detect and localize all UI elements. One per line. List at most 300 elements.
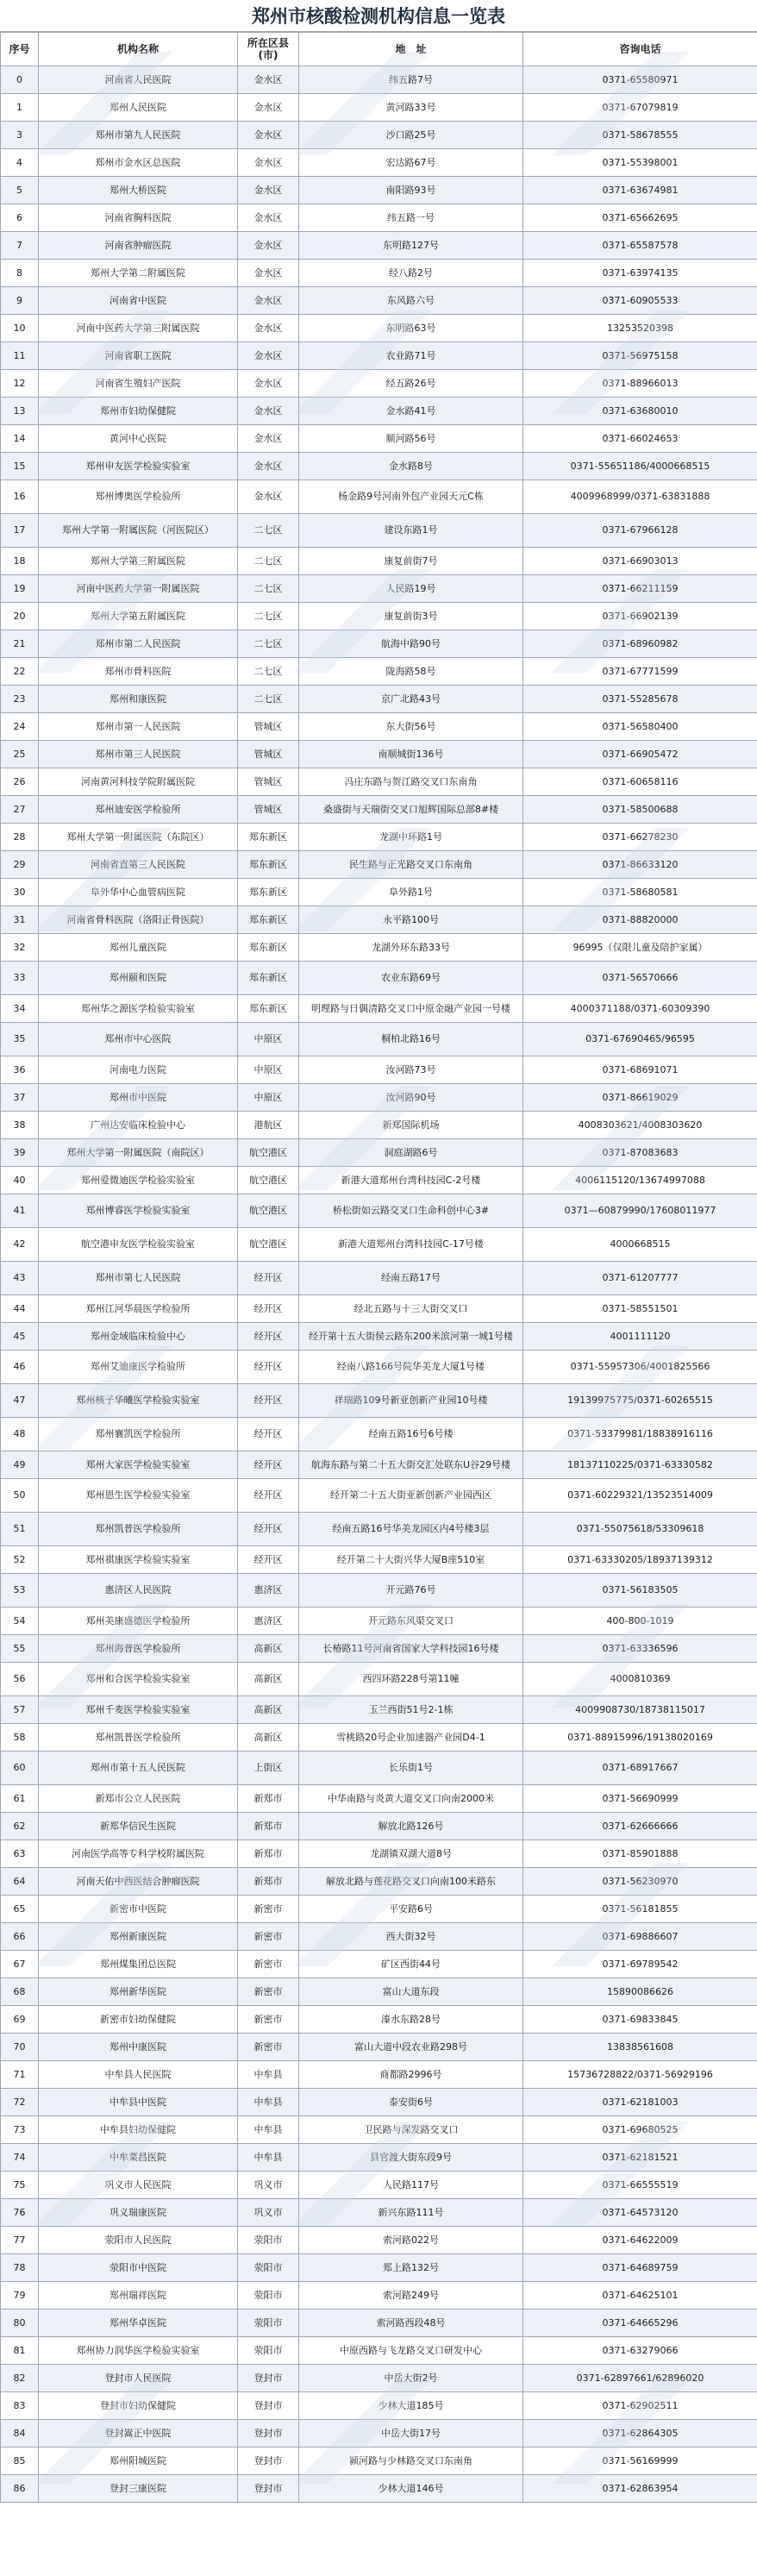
cell-name: 郑州艾迪康医学检验所 (39, 1351, 238, 1384)
table-row (1, 741, 757, 768)
cell-address: 索河路西段48号 (299, 2310, 523, 2337)
table-row (1, 2448, 757, 2475)
cell-no: 0 (1, 66, 39, 94)
cell-address: 龙湖中环路1号 (299, 824, 523, 851)
table-row (1, 1608, 757, 1635)
cell-address: 卫民路与深发路交叉口 (299, 2116, 523, 2144)
cell-district: 登封市 (238, 2392, 299, 2420)
cell-name: 郑州美康盛德医学检验所 (39, 1608, 238, 1635)
cell-address: 纬五路7号 (299, 66, 523, 94)
cell-name: 河南中医药大学第一附属医院 (39, 575, 238, 603)
cell-name: 郑州祺康医学检验实验室 (39, 1546, 238, 1574)
cell-no: 36 (1, 1056, 39, 1084)
table-row (1, 686, 757, 713)
cell-address: 经北五路与十三大街交叉口 (299, 1295, 523, 1323)
cell-district: 惠济区 (238, 1574, 299, 1608)
cell-address: 桐柏北路16号 (299, 1023, 523, 1056)
cell-address: 县官渡大街东段9号 (299, 2144, 523, 2172)
cell-district: 经开区 (238, 1479, 299, 1513)
cell-district: 惠济区 (238, 1608, 299, 1635)
table-row (1, 1112, 757, 1139)
cell-name: 新郑市公立人民医院 (39, 1785, 238, 1813)
cell-phone: 0371-63680010 (523, 398, 757, 425)
cell-district: 二七区 (238, 603, 299, 630)
cell-no: 65 (1, 1896, 39, 1923)
cell-phone: 0371-66903013 (523, 548, 757, 575)
cell-no: 72 (1, 2089, 39, 2116)
table-row (1, 149, 757, 177)
cell-address: 永平路100号 (299, 906, 523, 934)
cell-name: 河南省肿瘤医院 (39, 232, 238, 260)
cell-phone: 0371-56690999 (523, 1785, 757, 1813)
cell-phone: 0371-55957306/4001825566 (523, 1351, 757, 1384)
cell-address: 泰安街6号 (299, 2089, 523, 2116)
table-row (1, 453, 757, 480)
cell-name: 登封三康医院 (39, 2475, 238, 2503)
cell-address: 陇海路58号 (299, 658, 523, 686)
cell-district: 高新区 (238, 1724, 299, 1752)
cell-address: 经八路2号 (299, 260, 523, 287)
cell-address: 长椿路11号河南省国家大学科技园16号楼 (299, 1635, 523, 1663)
cell-address: 中华南路与炎黄大道交叉口向南2000米 (299, 1785, 523, 1813)
cell-phone: 0371-56169999 (523, 2448, 757, 2475)
cell-phone: 0371-56181855 (523, 1896, 757, 1923)
cell-phone: 400-800-1019 (523, 1608, 757, 1635)
table-row (1, 1351, 757, 1384)
cell-no: 10 (1, 315, 39, 342)
cell-phone: 0371-85901888 (523, 1840, 757, 1868)
cell-name: 郑州大桥医院 (39, 177, 238, 204)
cell-district: 航空港区 (238, 1194, 299, 1228)
cell-phone: 0371-88820000 (523, 906, 757, 934)
table-row (1, 177, 757, 204)
cell-no: 54 (1, 1608, 39, 1635)
cell-name: 郑州凯普医学检验所 (39, 1724, 238, 1752)
table-row (1, 713, 757, 741)
cell-address: 索河路249号 (299, 2282, 523, 2310)
cell-no: 69 (1, 2006, 39, 2034)
cell-name: 河南医学高等专科学校附属医院 (39, 1840, 238, 1868)
cell-district: 新郑市 (238, 1840, 299, 1868)
cell-no: 68 (1, 1978, 39, 2006)
cell-address: 经开第二十大街兴华大厦B座510室 (299, 1546, 523, 1574)
cell-address: 西四环路228号第11幢 (299, 1663, 523, 1696)
cell-phone: 0371-63974135 (523, 260, 757, 287)
cell-address: 经开第十五大街侯云路东200米滨河第一城1号楼 (299, 1323, 523, 1351)
cell-no: 62 (1, 1813, 39, 1840)
cell-district: 管城区 (238, 713, 299, 741)
cell-district: 荥阳市 (238, 2254, 299, 2282)
table-row (1, 1295, 757, 1323)
table-row (1, 1418, 757, 1451)
cell-phone: 0371-63330205/18937139312 (523, 1546, 757, 1574)
cell-district: 荥阳市 (238, 2310, 299, 2337)
table-row (1, 1056, 757, 1084)
cell-name: 郑州海普医学检验所 (39, 1635, 238, 1663)
cell-name: 郑州核子华曦医学检验实验室 (39, 1384, 238, 1418)
cell-name: 新郑华信民生医院 (39, 1813, 238, 1840)
cell-address: 开元路76号 (299, 1574, 523, 1608)
cell-no: 64 (1, 1868, 39, 1896)
cell-district: 郑东新区 (238, 962, 299, 995)
cell-phone: 15736728822/0371-56929196 (523, 2061, 757, 2089)
table-row (1, 1752, 757, 1785)
cell-district: 郑东新区 (238, 906, 299, 934)
cell-phone: 0371-62902511 (523, 2392, 757, 2420)
cell-district: 中原区 (238, 1084, 299, 1112)
cell-no: 56 (1, 1663, 39, 1696)
cell-address: 金水路41号 (299, 398, 523, 425)
cell-name: 郑州凯普医学检验所 (39, 1513, 238, 1546)
cell-name: 郑州华之源医学检验实验室 (39, 995, 238, 1023)
cell-name: 河南省直第三人民医院 (39, 851, 238, 879)
cell-name: 郑州大家医学检验实验室 (39, 1451, 238, 1479)
cell-phone: 4009968999/0371-63831888 (523, 480, 757, 514)
table-row (1, 2475, 757, 2503)
table-row (1, 1023, 757, 1056)
cell-address: 南阳路93号 (299, 177, 523, 204)
table-row (1, 851, 757, 879)
cell-district: 高新区 (238, 1635, 299, 1663)
cell-phone: 15890086626 (523, 1978, 757, 2006)
cell-district: 新密市 (238, 2034, 299, 2061)
cell-no: 33 (1, 962, 39, 995)
cell-phone: 0371-64622009 (523, 2227, 757, 2254)
cell-phone: 0371-86619029 (523, 1084, 757, 1112)
table-row (1, 398, 757, 425)
cell-phone: 0371-58551501 (523, 1295, 757, 1323)
table-row (1, 2337, 757, 2365)
cell-address: 中岳大街17号 (299, 2420, 523, 2448)
cell-phone: 0371-56183505 (523, 1574, 757, 1608)
cell-phone: 0371-60905533 (523, 287, 757, 315)
cell-address: 经开第二十五大街亚新创新产业园西区 (299, 1479, 523, 1513)
cell-district: 经开区 (238, 1262, 299, 1295)
table-row (1, 1724, 757, 1752)
cell-phone: 0371-58680581 (523, 879, 757, 906)
cell-district: 金水区 (238, 149, 299, 177)
cell-name: 郑州华卓医院 (39, 2310, 238, 2337)
cell-district: 经开区 (238, 1351, 299, 1384)
table-row (1, 370, 757, 398)
cell-name: 广州达安临床检验中心 (39, 1112, 238, 1139)
cell-address: 经五路26号 (299, 370, 523, 398)
cell-address: 少林大道146号 (299, 2475, 523, 2503)
table-row (1, 548, 757, 575)
table-row (1, 995, 757, 1023)
cell-phone: 0371-55285678 (523, 686, 757, 713)
table-row (1, 2227, 757, 2254)
cell-address: 颍河路与少林路交叉口东南角 (299, 2448, 523, 2475)
cell-phone: 13838561608 (523, 2034, 757, 2061)
cell-district: 新郑市 (238, 1813, 299, 1840)
table-row (1, 1896, 757, 1923)
cell-phone: 4000668515 (523, 1228, 757, 1262)
cell-phone: 0371-53379981/18838916116 (523, 1418, 757, 1451)
table-row (1, 1084, 757, 1112)
cell-phone: 0371-64689759 (523, 2254, 757, 2282)
cell-district: 金水区 (238, 315, 299, 342)
cell-no: 32 (1, 934, 39, 962)
cell-district: 巩义市 (238, 2172, 299, 2199)
cell-district: 上街区 (238, 1752, 299, 1785)
cell-address: 宏达路67号 (299, 149, 523, 177)
cell-district: 管城区 (238, 796, 299, 824)
cell-phone: 0371-69680525 (523, 2116, 757, 2144)
cell-no: 19 (1, 575, 39, 603)
cell-address: 纬五路一号 (299, 204, 523, 232)
cell-district: 金水区 (238, 370, 299, 398)
cell-address: 中岳大街2号 (299, 2365, 523, 2392)
cell-no: 41 (1, 1194, 39, 1228)
cell-district: 荥阳市 (238, 2337, 299, 2365)
cell-address: 顺河路56号 (299, 425, 523, 453)
cell-district: 登封市 (238, 2420, 299, 2448)
cell-district: 郑东新区 (238, 995, 299, 1023)
cell-name: 郑州市中心医院 (39, 1023, 238, 1056)
cell-address: 平安路6号 (299, 1896, 523, 1923)
table-body (1, 66, 757, 2503)
cell-name: 河南省生殖妇产医院 (39, 370, 238, 398)
cell-address: 中原西路与飞龙路交叉口研发中心 (299, 2337, 523, 2365)
cell-address: 经南八路166号院华美龙大厦1号楼 (299, 1351, 523, 1384)
table-row (1, 2144, 757, 2172)
cell-no: 45 (1, 1323, 39, 1351)
cell-name: 郑州人民医院 (39, 94, 238, 122)
cell-phone: 0371-65662695 (523, 204, 757, 232)
cell-phone: 0371-62181003 (523, 2089, 757, 2116)
cell-address: 矿区西街44号 (299, 1951, 523, 1978)
cell-name: 郑州大学第一附属医院（南院区） (39, 1139, 238, 1167)
cell-no: 55 (1, 1635, 39, 1663)
cell-name: 郑州新康医院 (39, 1923, 238, 1951)
cell-address: 人民路117号 (299, 2172, 523, 2199)
cell-district: 新密市 (238, 1951, 299, 1978)
cell-phone: 0371-56570666 (523, 962, 757, 995)
cell-no: 6 (1, 204, 39, 232)
cell-name: 郑州市妇幼保健院 (39, 398, 238, 425)
cell-phone: 0371-58500688 (523, 796, 757, 824)
cell-address: 民生路与正光路交叉口东南角 (299, 851, 523, 879)
cell-address: 东风路六号 (299, 287, 523, 315)
cell-name: 郑州大学第二附属医院 (39, 260, 238, 287)
cell-address: 黄河路33号 (299, 94, 523, 122)
cell-phone: 13253520398 (523, 315, 757, 342)
cell-no: 7 (1, 232, 39, 260)
header-address: 地 址 (299, 33, 523, 66)
cell-no: 35 (1, 1023, 39, 1056)
cell-no: 38 (1, 1112, 39, 1139)
cell-address: 冯庄东路与贺江路交叉口东南角 (299, 768, 523, 796)
cell-name: 黄河中心医院 (39, 425, 238, 453)
cell-address: 少林大道185号 (299, 2392, 523, 2420)
cell-name: 河南黄河科技学院附属医院 (39, 768, 238, 796)
table-row (1, 1479, 757, 1513)
table-row (1, 1139, 757, 1167)
cell-address: 西大街32号 (299, 1923, 523, 1951)
cell-district: 二七区 (238, 658, 299, 686)
cell-name: 郑州市第一人民医院 (39, 713, 238, 741)
table-row (1, 315, 757, 342)
cell-no: 21 (1, 630, 39, 658)
cell-no: 86 (1, 2475, 39, 2503)
cell-name: 郑州煤集团总医院 (39, 1951, 238, 1978)
cell-no: 79 (1, 2282, 39, 2310)
table-row (1, 2034, 757, 2061)
cell-name: 河南中医药大学第三附属医院 (39, 315, 238, 342)
cell-no: 80 (1, 2310, 39, 2337)
table-row (1, 1323, 757, 1351)
cell-name: 巩义瑞康医院 (39, 2199, 238, 2227)
cell-no: 29 (1, 851, 39, 879)
cell-address: 新港大道郑州台湾科技园C-2号楼 (299, 1167, 523, 1194)
cell-name: 郑州襄凯医学检验所 (39, 1418, 238, 1451)
cell-address: 祥瑞路109号新亚创新产业园10号楼 (299, 1384, 523, 1418)
cell-phone: 0371-88966013 (523, 370, 757, 398)
cell-phone: 0371-64573120 (523, 2199, 757, 2227)
cell-phone: 0371-65580971 (523, 66, 757, 94)
cell-district: 管城区 (238, 741, 299, 768)
cell-address: 富山大道东段 (299, 1978, 523, 2006)
cell-no: 49 (1, 1451, 39, 1479)
cell-phone: 0371-62666666 (523, 1813, 757, 1840)
cell-phone: 0371-67079819 (523, 94, 757, 122)
cell-no: 12 (1, 370, 39, 398)
cell-phone: 0371-62863954 (523, 2475, 757, 2503)
cell-no: 77 (1, 2227, 39, 2254)
cell-district: 金水区 (238, 66, 299, 94)
cell-phone: 0371-60658116 (523, 768, 757, 796)
cell-district: 金水区 (238, 398, 299, 425)
cell-phone: 0371—60879990/17608011977 (523, 1194, 757, 1228)
cell-address: 京广北路43号 (299, 686, 523, 713)
cell-phone: 18137110225/0371-63330582 (523, 1451, 757, 1479)
cell-district: 经开区 (238, 1451, 299, 1479)
table-row (1, 962, 757, 995)
cell-phone: 0371-62897661/62896020 (523, 2365, 757, 2392)
cell-phone: 4006115120/13674997088 (523, 1167, 757, 1194)
table-row (1, 1978, 757, 2006)
cell-no: 63 (1, 1840, 39, 1868)
table-row (1, 2392, 757, 2420)
cell-phone: 96995（仅限儿童及陪护家属） (523, 934, 757, 962)
cell-phone: 4008303621/4008303620 (523, 1112, 757, 1139)
cell-address: 汝河路73号 (299, 1056, 523, 1084)
cell-no: 37 (1, 1084, 39, 1112)
cell-name: 郑州市金水区总医院 (39, 149, 238, 177)
cell-address: 东大街56号 (299, 713, 523, 741)
cell-no: 73 (1, 2116, 39, 2144)
cell-name: 郑州阳城医院 (39, 2448, 238, 2475)
cell-no: 15 (1, 453, 39, 480)
sheet-title: 郑州市核酸检测机构信息一览表 (0, 0, 757, 32)
table-row (1, 630, 757, 658)
cell-address: 经南五路16号华美龙园区内4号楼3层 (299, 1513, 523, 1546)
cell-phone: 0371-62864305 (523, 2420, 757, 2448)
cell-address: 洞庭湖路6号 (299, 1139, 523, 1167)
cell-name: 郑州大学第五附属医院 (39, 603, 238, 630)
cell-address: 桑盛街与天瑞街交叉口旭辉国际总部8#楼 (299, 796, 523, 824)
cell-phone: 0371-68960982 (523, 630, 757, 658)
institution-table (0, 32, 757, 2503)
cell-phone: 0371-66902139 (523, 603, 757, 630)
table-row (1, 2061, 757, 2089)
cell-phone: 0371-66211159 (523, 575, 757, 603)
cell-no: 52 (1, 1546, 39, 1574)
cell-district: 经开区 (238, 1323, 299, 1351)
table-row (1, 232, 757, 260)
table-row (1, 934, 757, 962)
cell-name: 荥阳市人民医院 (39, 2227, 238, 2254)
cell-address: 经南五路17号 (299, 1262, 523, 1295)
cell-no: 46 (1, 1351, 39, 1384)
header-phone: 咨询电话 (523, 33, 757, 66)
cell-name: 河南省人民医院 (39, 66, 238, 94)
cell-district: 登封市 (238, 2365, 299, 2392)
cell-no: 18 (1, 548, 39, 575)
cell-no: 24 (1, 713, 39, 741)
cell-district: 经开区 (238, 1546, 299, 1574)
cell-phone: 0371-55651186/4000668515 (523, 453, 757, 480)
cell-no: 81 (1, 2337, 39, 2365)
cell-name: 郑州颐和医院 (39, 962, 238, 995)
cell-district: 航空港区 (238, 1167, 299, 1194)
cell-phone: 4000371188/0371-60309390 (523, 995, 757, 1023)
cell-district: 金水区 (238, 122, 299, 149)
cell-name: 河南省胸科医院 (39, 204, 238, 232)
cell-no: 44 (1, 1295, 39, 1323)
cell-address: 经南五路16号6号楼 (299, 1418, 523, 1451)
cell-name: 中牟县妇幼保健院 (39, 2116, 238, 2144)
cell-phone: 0371-55398001 (523, 149, 757, 177)
cell-name: 阜外华中心血管病医院 (39, 879, 238, 906)
cell-no: 27 (1, 796, 39, 824)
cell-phone: 0371-56230970 (523, 1868, 757, 1896)
cell-district: 巩义市 (238, 2199, 299, 2227)
cell-district: 金水区 (238, 260, 299, 287)
table-row (1, 260, 757, 287)
cell-no: 4 (1, 149, 39, 177)
table-row (1, 1194, 757, 1228)
cell-no: 66 (1, 1923, 39, 1951)
table-row (1, 514, 757, 548)
cell-district: 高新区 (238, 1696, 299, 1724)
cell-district: 新郑市 (238, 1785, 299, 1813)
table-row (1, 2172, 757, 2199)
cell-district: 金水区 (238, 425, 299, 453)
cell-phone: 0371-55075618/53309618 (523, 1513, 757, 1546)
cell-district: 郑东新区 (238, 851, 299, 879)
cell-no: 8 (1, 260, 39, 287)
cell-name: 郑州申友医学检验实验室 (39, 453, 238, 480)
table-row (1, 2199, 757, 2227)
cell-no: 75 (1, 2172, 39, 2199)
cell-address: 长乐街1号 (299, 1752, 523, 1785)
table-row (1, 204, 757, 232)
cell-district: 二七区 (238, 575, 299, 603)
table-row (1, 879, 757, 906)
cell-no: 58 (1, 1724, 39, 1752)
cell-phone: 0371-68917667 (523, 1752, 757, 1785)
table-row (1, 1384, 757, 1418)
cell-phone: 0371-86633120 (523, 851, 757, 879)
cell-district: 中牟县 (238, 2061, 299, 2089)
cell-no: 70 (1, 2034, 39, 2061)
cell-name: 郑州和合医学检验实验室 (39, 1663, 238, 1696)
cell-address: 人民路19号 (299, 575, 523, 603)
table-row (1, 2310, 757, 2337)
cell-phone: 0371-64625101 (523, 2282, 757, 2310)
